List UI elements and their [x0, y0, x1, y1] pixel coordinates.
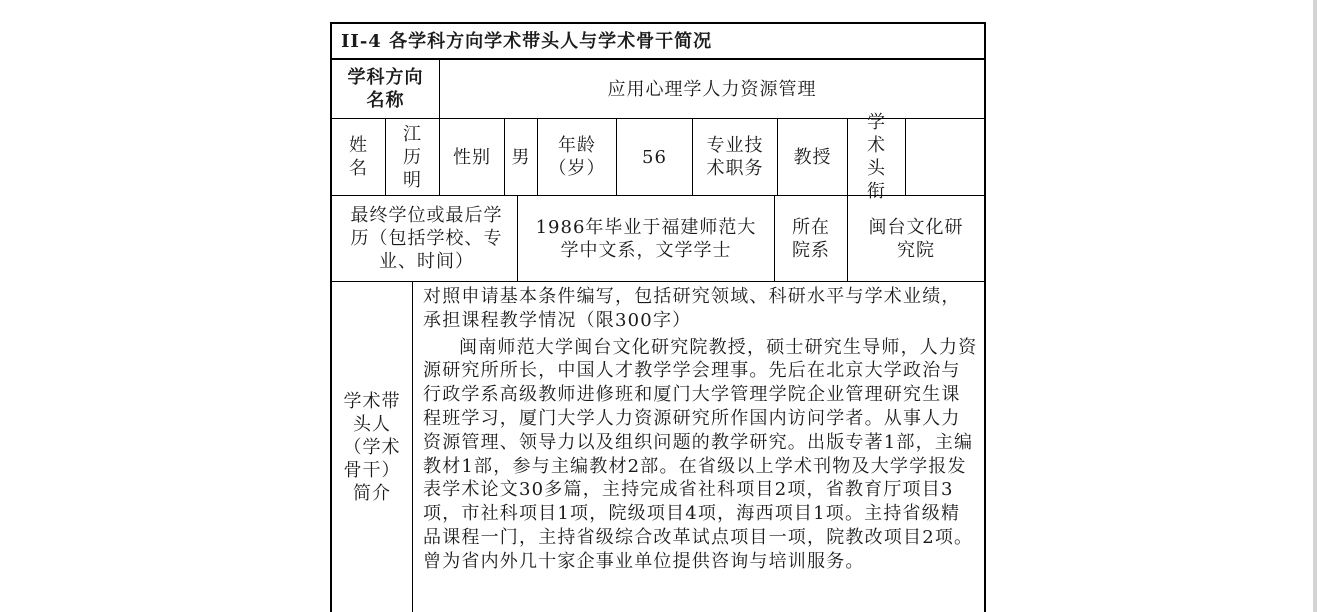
degree-label: 最终学位或最后学历（包括学校、专业、时间） [330, 195, 518, 282]
dept-label: 所在院系 [774, 195, 848, 282]
academic-title-value [905, 118, 986, 196]
page-edge [1313, 0, 1317, 612]
field-value: 应用心理学人力资源管理 [439, 59, 986, 119]
bio-text: 闽南师范大学闽台文化研究院教授，硕士研究生导师，人力资源研究所所长，中国人才教学学会理事。先后在北京大学政治与行政学系高级教师进修班和厦门大学管理学院企业管理研究生课程班学习，厦门大学人力资源研究所作国内访问学者。从事人力资源管理、领导力以及组织问题的教学研究。出版专著1部，主编教材1部，参与主编教材2部。在省级以上学术刊物及大学学报发表学术论文30多篇，主持完成省社科项目2项，省教育厅项目3项，市社科项目1项，院级项目4项，海西项目1项。主持省级精品课程一门，主持省级综合改革试点项目一项，院教改项目2项。曾为省内外几十家企事业单位提供咨询与培训服务。 [423, 336, 978, 572]
gender-label: 性别 [439, 118, 505, 196]
name-label: 姓名 [330, 118, 386, 196]
title-value: 教授 [777, 118, 848, 196]
age-label: 年龄（岁） [537, 118, 617, 196]
section-title: II-4 各学科方向学术带头人与学术骨干简况 [330, 22, 986, 59]
gender-value: 男 [504, 118, 538, 196]
bio-label: 学术带头人（学术骨干）简介 [330, 281, 413, 612]
academic-title-label: 学术头衔 [847, 118, 906, 196]
name-value: 江历明 [385, 118, 440, 196]
degree-value: 1986年毕业于福建师范大学中文系，文学学士 [517, 195, 775, 282]
bio-instruction: 对照申请基本条件编写，包括研究领域、科研水平与学术业绩，承担课程教学情况（限300字） [423, 286, 961, 331]
age-value: 56 [616, 118, 693, 196]
field-label: 学科方向名称 [330, 59, 440, 119]
title-label: 专业技术职务 [692, 118, 778, 196]
bio-cell [412, 281, 986, 612]
dept-value: 闽台文化研究院 [847, 195, 986, 282]
